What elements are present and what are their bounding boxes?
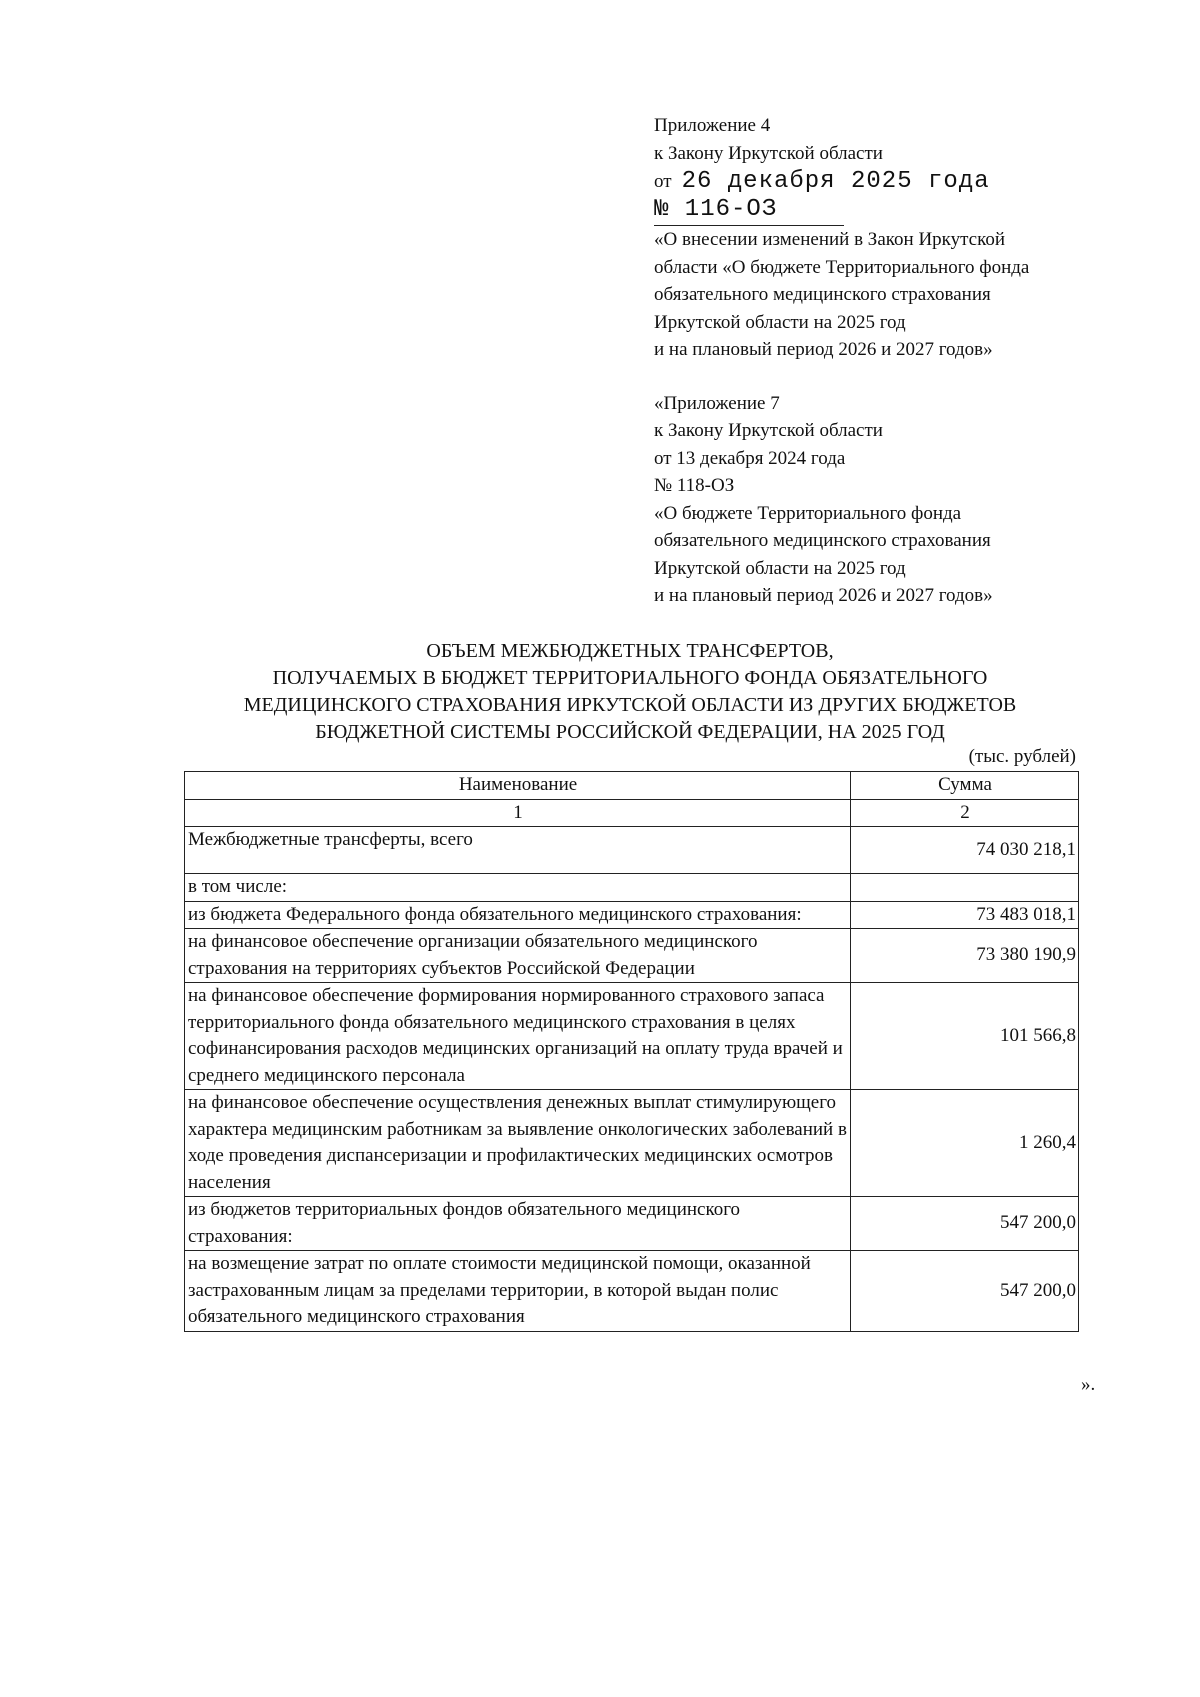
date-typed: 26 декабря 2025 года (681, 168, 990, 195)
title-line: БЮДЖЕТНОЙ СИСТЕМЫ РОССИЙСКОЙ ФЕДЕРАЦИИ, НА 2025 ГОД (315, 721, 945, 743)
original-annex-line: обязательного медицинского страхования (654, 530, 991, 551)
table-header-row (185, 772, 1079, 800)
annex-title-line: «О внесении изменений в Закон Иркутской (654, 229, 1006, 250)
law-date (654, 167, 1114, 196)
row-amount: 73 380 190,9 (851, 929, 1079, 983)
row-name: на возмещение затрат по оплате стоимости медицинской помощи, оказанной застрахованным лицам за пределами территории, в которой выдан полис обязательного медицинского страхования (185, 1251, 851, 1332)
row-name: на финансовое обеспечение организации обязательного медицинского страхования на территориях субъектов Российской Федерации (185, 929, 851, 983)
annex-title-line: области «О бюджете Территориального фонда (654, 256, 1030, 278)
annex-line: к Закону Иркутской области (654, 142, 883, 164)
column-index: 2 (851, 799, 1079, 827)
row-amount: 1 260,4 (851, 1090, 1079, 1197)
table-row (185, 901, 1079, 929)
table-row (185, 1251, 1079, 1332)
row-amount: 73 483 018,1 (851, 901, 1079, 929)
units-label: (тыс. рублей) (968, 746, 1076, 767)
table-row (185, 827, 1079, 874)
row-amount (851, 874, 1079, 902)
row-name: на финансовое обеспечение формирования нормированного страхового запаса территориального фонда обязательного медицинского страхования в целях софинансирования расходов медицинских организаций на оплату труда врачей и среднего медицинского персонала (185, 983, 851, 1090)
annex-line: Приложение 4 (654, 115, 771, 136)
title-line: ОБЪЕМ МЕЖБЮДЖЕТНЫХ ТРАНСФЕРТОВ, (426, 640, 834, 662)
annex-title-line: Иркутской области на 2025 год (654, 311, 906, 333)
column-index: 1 (185, 799, 851, 827)
closing-quote: ». (1081, 1374, 1096, 1395)
date-prefix: от (654, 171, 672, 192)
table-row (185, 983, 1079, 1090)
table-row (185, 929, 1079, 983)
original-annex-line: «О бюджете Территориального фонда (654, 502, 962, 524)
table-row (185, 874, 1079, 902)
row-name: в том числе: (185, 874, 851, 902)
column-header-name: Наименование (185, 772, 851, 800)
document-title (180, 638, 1080, 746)
title-line: ПОЛУЧАЕМЫХ В БЮДЖЕТ ТЕРРИТОРИАЛЬНОГО ФОНДА ОБЯЗАТЕЛЬНОГО (272, 667, 988, 689)
row-amount: 74 030 218,1 (851, 827, 1079, 874)
title-line: МЕДИЦИНСКОГО СТРАХОВАНИЯ ИРКУТСКОЙ ОБЛАСТИ ИЗ ДРУГИХ БЮДЖЕТОВ (243, 694, 1017, 716)
original-annex-line: и на плановый период 2026 и 2027 годов» (654, 585, 993, 606)
row-name: из бюджета Федерального фонда обязательного медицинского страхования: (185, 901, 851, 929)
annex-title-line: и на плановый период 2026 и 2027 годов» (654, 339, 993, 360)
transfers-table (184, 771, 1079, 1332)
table-index-row (185, 799, 1079, 827)
original-annex-line: от 13 декабря 2024 года (654, 447, 846, 469)
original-annex-line: к Закону Иркутской области (654, 420, 883, 441)
row-amount: 547 200,0 (851, 1197, 1079, 1251)
table-row (185, 1197, 1079, 1251)
table-row (185, 1090, 1079, 1197)
original-annex-line: № 118-ОЗ (654, 475, 735, 496)
row-name: из бюджетов территориальных фондов обязательного медицинского страхования: (185, 1197, 851, 1251)
annex-header (654, 112, 1114, 610)
original-annex-line: «Приложение 7 (654, 392, 780, 414)
column-header-amount: Сумма (851, 772, 1079, 800)
row-name: Межбюджетные трансферты, всего (185, 827, 851, 874)
row-amount: 547 200,0 (851, 1251, 1079, 1332)
law-number: № 116-ОЗ (654, 196, 844, 226)
row-amount: 101 566,8 (851, 983, 1079, 1090)
annex-title-line: обязательного медицинского страхования (654, 284, 991, 305)
row-name: на финансовое обеспечение осуществления денежных выплат стимулирующего характера медицинским работникам за выявление онкологических заболеваний в ходе проведения диспансеризации и профилактических медицинских осмотров населения (185, 1090, 851, 1197)
original-annex-line: Иркутской области на 2025 год (654, 557, 906, 579)
